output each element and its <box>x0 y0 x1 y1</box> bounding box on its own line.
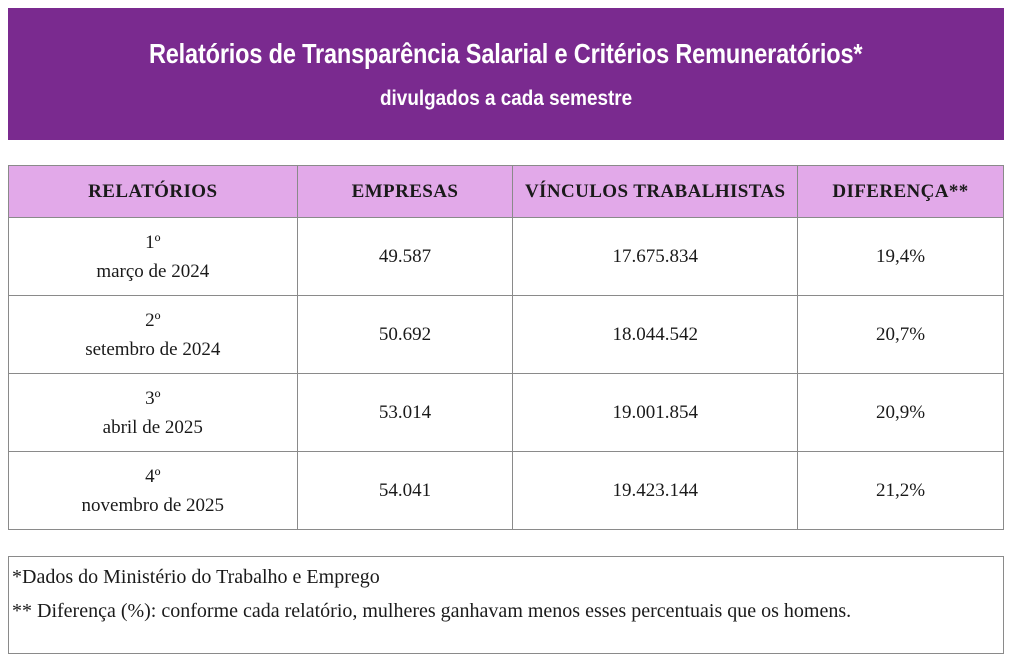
report-ordinal: 1º <box>145 231 161 253</box>
report-ordinal: 4º <box>145 465 161 487</box>
footnote-diferenca: ** Diferença (%): conforme cada relatório, mulheres ganhavam menos esses percentuais que os homens. <box>12 600 852 622</box>
cell-diferenca: 20,9% <box>798 374 1004 452</box>
table-header-row <box>9 166 1004 218</box>
cell-vinculos: 18.044.542 <box>513 296 798 374</box>
report-ordinal: 2º <box>145 309 161 331</box>
cell-diferenca: 19,4% <box>798 218 1004 296</box>
column-header-vinculos-trabalhistas: VÍNCULOS TRABALHISTAS <box>513 166 798 218</box>
table-row <box>9 452 1004 530</box>
report-ordinal: 3º <box>145 387 161 409</box>
cell-diferenca: 21,2% <box>798 452 1004 530</box>
table-row <box>9 218 1004 296</box>
column-header-diferenca: DIFERENÇA** <box>798 166 1004 218</box>
column-header-empresas: EMPRESAS <box>297 166 513 218</box>
cell-relatorio <box>9 296 298 374</box>
cell-vinculos: 17.675.834 <box>513 218 798 296</box>
cell-empresas: 54.041 <box>297 452 513 530</box>
cell-empresas: 49.587 <box>297 218 513 296</box>
cell-diferenca: 20,7% <box>798 296 1004 374</box>
table-row <box>9 374 1004 452</box>
column-header-relatorios: RELATÓRIOS <box>9 166 298 218</box>
footnotes-box <box>8 556 1004 654</box>
table-row <box>9 296 1004 374</box>
report-period: setembro de 2024 <box>85 338 221 360</box>
cell-relatorio <box>9 218 298 296</box>
banner-subtitle: divulgados a cada semestre <box>379 86 633 110</box>
report-period: novembro de 2025 <box>81 494 225 516</box>
report-period: março de 2024 <box>96 260 210 282</box>
cell-relatorio <box>9 452 298 530</box>
cell-relatorio <box>9 374 298 452</box>
banner-title: Relatórios de Transparência Salarial e Critérios Remuneratórios* <box>149 37 863 69</box>
cell-empresas: 50.692 <box>297 296 513 374</box>
cell-vinculos: 19.001.854 <box>513 374 798 452</box>
report-period: abril de 2025 <box>102 416 203 438</box>
cell-empresas: 53.014 <box>297 374 513 452</box>
cell-vinculos: 19.423.144 <box>513 452 798 530</box>
report-banner <box>8 8 1004 140</box>
reports-table <box>8 165 1004 530</box>
footnote-source: *Dados do Ministério do Trabalho e Emprego <box>12 566 380 588</box>
